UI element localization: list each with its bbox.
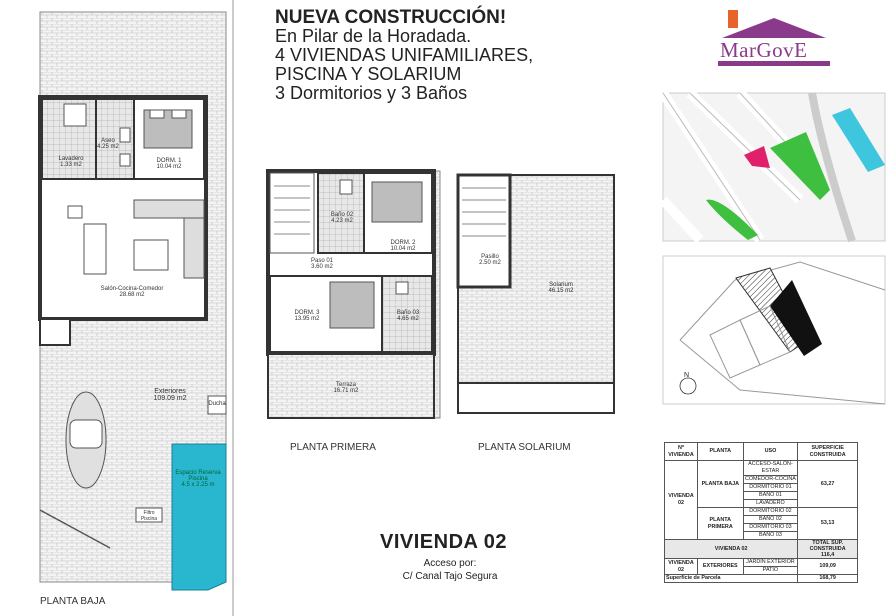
- cell-vivienda: VIVIENDA 02: [665, 461, 698, 540]
- car-icon: [66, 392, 106, 488]
- cell-parcela-val: 168,79: [798, 575, 858, 583]
- headline: NUEVA CONSTRUCCIÓN!: [275, 7, 507, 28]
- label-ducha: Ducha: [208, 401, 226, 407]
- total-head: TOTAL SUP. CONSTRUIDA: [809, 540, 846, 552]
- room-exteriores: Exteriores 109.09 m2: [153, 388, 187, 402]
- th-vivienda: Nº VIVIENDA: [665, 443, 698, 461]
- room-bano3: Baño 03 4.65 m2: [396, 310, 420, 322]
- cell-uso: JARDÍN EXTERIOR: [743, 559, 798, 567]
- cell-uso: LAVADERO: [743, 500, 798, 508]
- label-planta-baja: PLANTA BAJA: [40, 596, 106, 607]
- cell-uso: DORMITORIO 03: [743, 524, 798, 532]
- room-paso: Paso 01 3.60 m2: [310, 258, 334, 270]
- room-lavadero: Lavadero 1.33 m2: [58, 156, 84, 168]
- plot-map: [663, 256, 885, 404]
- th-uso: USO: [743, 443, 798, 461]
- surface-table: [664, 442, 858, 583]
- cell-uso: COMEDOR-COCINA: [744, 476, 796, 482]
- room-dorm2: DORM. 2 10.04 m2: [390, 240, 416, 252]
- room-pasillo: Pasillo 2.50 m2: [479, 254, 501, 266]
- label-planta-solarium: PLANTA SOLARIUM: [478, 442, 571, 453]
- label-piscina: Espacio Reserva Piscina 4.5 x 2.25 m: [175, 470, 221, 488]
- cell-uso: ACCESO-SALÓN-ESTAR: [743, 461, 798, 476]
- planta-baja-plan: [40, 12, 226, 590]
- cell-planta-baja: PLANTA BAJA: [697, 461, 743, 508]
- cell-total-label: VIVIENDA 02: [665, 540, 798, 559]
- compass-north: N: [684, 372, 690, 379]
- cell-uso: PATIO: [743, 567, 798, 575]
- planta-solarium-plan: [458, 175, 614, 413]
- vivienda-title: VIVIENDA 02: [380, 531, 508, 553]
- total-val: 116,4: [821, 552, 835, 558]
- cell-uso: BAÑO 02: [743, 516, 798, 524]
- th-planta: PLANTA: [697, 443, 743, 461]
- cell-baja-sup: 63,27: [798, 461, 858, 508]
- location-map: [663, 93, 885, 241]
- cell-planta-primera: PLANTA PRIMERA: [697, 508, 743, 540]
- access-info: [395, 557, 505, 583]
- cell-ext-sup: 109,09: [798, 559, 858, 575]
- cell-uso: BAÑO 03: [743, 532, 798, 540]
- cell-ext-label: EXTERIORES: [697, 559, 743, 575]
- label-planta-primera: PLANTA PRIMERA: [290, 442, 376, 453]
- logo-sub: PROMOCIONES: [788, 62, 827, 68]
- room-salon: Salón-Cocina-Comedor 28.68 m2: [100, 286, 164, 298]
- room-aseo: Aseo 4.25 m2: [97, 138, 119, 150]
- homes-line: 4 VIVIENDAS UNIFAMILIARES,: [275, 45, 534, 65]
- cell-primera-sup: 53,13: [798, 508, 858, 540]
- amenities-line: PISCINA Y SOLARIUM: [275, 64, 462, 84]
- label-filtro: Filtro Piscina: [140, 510, 158, 522]
- cell-uso: DORMITORIO 01: [743, 484, 798, 492]
- location-line: En Pilar de la Horadada.: [275, 26, 472, 46]
- room-bano2: Baño 02 4.23 m2: [330, 212, 354, 224]
- planta-primera-plan: [268, 171, 440, 418]
- rooms-line: 3 Dormitorios y 3 Baños: [275, 83, 468, 103]
- access-label: Acceso por:: [423, 558, 477, 569]
- th-superficie: SUPERFICIE CONSTRUIDA: [798, 443, 858, 461]
- cell-parcela-label: Superficie de Parcela: [665, 575, 798, 583]
- room-dorm1: DORM. 1 10.04 m2: [156, 158, 182, 170]
- cell-uso: BAÑO 01: [743, 492, 798, 500]
- cell-ext-viv: VIVIENDA 02: [665, 559, 698, 575]
- cell-total: [798, 540, 858, 559]
- logo-name: MarGovE: [720, 38, 808, 62]
- room-solarium: Solarium 46.15 m2: [548, 282, 574, 294]
- margove-logo: [718, 8, 830, 72]
- cell-uso: DORMITORIO 02: [743, 508, 798, 516]
- room-terraza: Terraza 16.71 m2: [333, 382, 359, 394]
- header-block: [275, 8, 533, 103]
- access-street: C/ Canal Tajo Segura: [402, 571, 498, 582]
- room-dorm3: DORM. 3 13.95 m2: [294, 310, 320, 322]
